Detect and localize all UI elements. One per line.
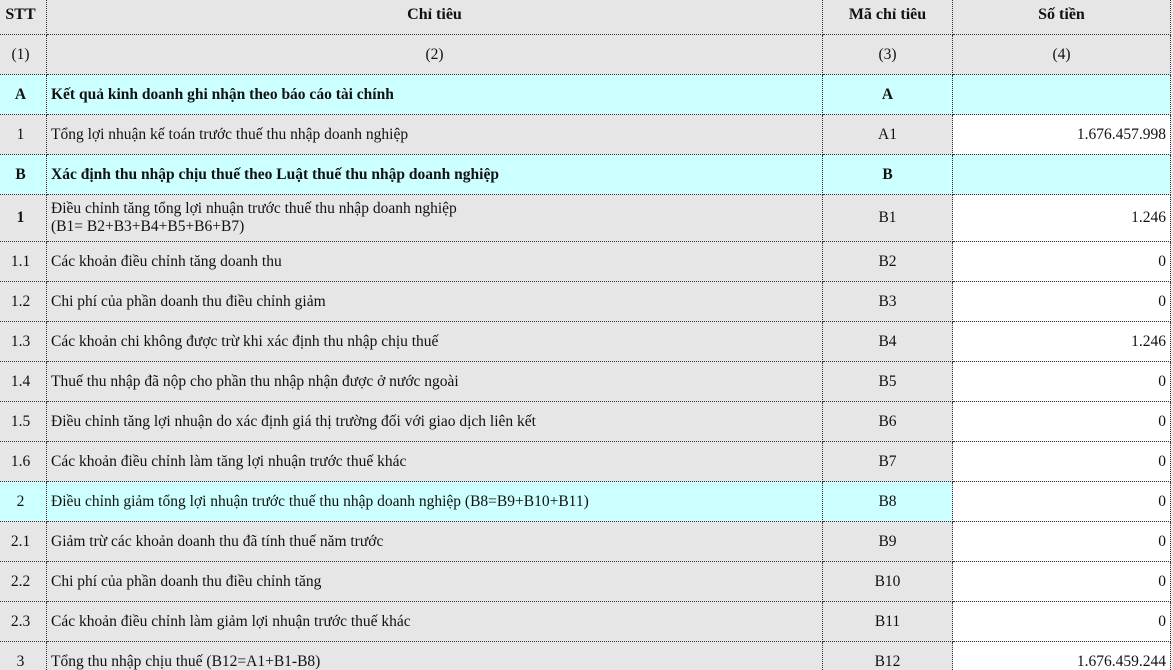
row-description: Chi phí của phần doanh thu điều chỉnh giảm bbox=[47, 282, 823, 322]
row-code: B5 bbox=[823, 362, 953, 402]
row-stt: 1 bbox=[0, 195, 47, 242]
header-description: Chỉ tiêu bbox=[47, 0, 823, 35]
row-description: Chi phí của phần doanh thu điều chỉnh tăng bbox=[47, 562, 823, 602]
row-stt: 1 bbox=[0, 115, 47, 155]
row-description-line1: Điều chỉnh tăng tổng lợi nhuận trước thuế thu nhập doanh nghiệp bbox=[51, 200, 457, 217]
row-code: B7 bbox=[823, 442, 953, 482]
row-stt: 1.1 bbox=[0, 242, 47, 282]
row-description: Các khoản chi không được trừ khi xác định thu nhập chịu thuế bbox=[47, 322, 823, 362]
row-description: Tổng thu nhập chịu thuế (B12=A1+B1-B8) bbox=[47, 642, 823, 670]
row-description: Tổng lợi nhuận kế toán trước thuế thu nhập doanh nghiệp bbox=[47, 115, 823, 155]
amount-input-b11[interactable]: 0 bbox=[953, 602, 1171, 642]
amount-input-b1[interactable]: 1.246 bbox=[953, 195, 1171, 242]
header-stt: STT bbox=[0, 0, 47, 35]
row-code: B6 bbox=[823, 402, 953, 442]
row-amount bbox=[953, 155, 1171, 195]
row-amount bbox=[953, 75, 1171, 115]
table-row-b12 bbox=[0, 642, 1171, 670]
row-stt: 1.2 bbox=[0, 282, 47, 322]
row-description: Các khoản điều chỉnh làm tăng lợi nhuận trước thuế khác bbox=[47, 442, 823, 482]
row-stt: 2.3 bbox=[0, 602, 47, 642]
amount-input-b4[interactable]: 1.246 bbox=[953, 322, 1171, 362]
row-code: B2 bbox=[823, 242, 953, 282]
table-row-b2 bbox=[0, 242, 1171, 282]
amount-input-b5[interactable]: 0 bbox=[953, 362, 1171, 402]
row-code: B11 bbox=[823, 602, 953, 642]
row-description: Các khoản điều chỉnh tăng doanh thu bbox=[47, 242, 823, 282]
row-code: A bbox=[823, 75, 953, 115]
row-stt: 1.5 bbox=[0, 402, 47, 442]
amount-input-b10[interactable]: 0 bbox=[953, 562, 1171, 602]
row-stt: 1.3 bbox=[0, 322, 47, 362]
row-stt: A bbox=[0, 75, 47, 115]
header-amount: Số tiền bbox=[953, 0, 1171, 35]
row-description-line2: (B1= B2+B3+B4+B5+B6+B7) bbox=[51, 218, 245, 235]
index-stt: (1) bbox=[0, 35, 47, 75]
row-code: B4 bbox=[823, 322, 953, 362]
index-amount: (4) bbox=[953, 35, 1171, 75]
row-description: Giảm trừ các khoản doanh thu đã tính thuế năm trước bbox=[47, 522, 823, 562]
table-row-b8 bbox=[0, 482, 1171, 522]
table-row-section-b bbox=[0, 155, 1171, 195]
amount-input-b7[interactable]: 0 bbox=[953, 442, 1171, 482]
table-row-section-a bbox=[0, 75, 1171, 115]
table-row-b11 bbox=[0, 602, 1171, 642]
row-description: Các khoản điều chỉnh làm giảm lợi nhuận trước thuế khác bbox=[47, 602, 823, 642]
row-stt: 3 bbox=[0, 642, 47, 670]
amount-input-b3[interactable]: 0 bbox=[953, 282, 1171, 322]
table-row-b3 bbox=[0, 282, 1171, 322]
table-row-b1 bbox=[0, 195, 1171, 242]
row-code: B8 bbox=[823, 482, 953, 522]
row-code: B bbox=[823, 155, 953, 195]
row-code: B9 bbox=[823, 522, 953, 562]
row-stt: 2.1 bbox=[0, 522, 47, 562]
table-row-b10 bbox=[0, 562, 1171, 602]
row-stt: 1.6 bbox=[0, 442, 47, 482]
row-code: A1 bbox=[823, 115, 953, 155]
table-row-b4 bbox=[0, 322, 1171, 362]
row-description: Thuế thu nhập đã nộp cho phần thu nhập nhận được ở nước ngoài bbox=[47, 362, 823, 402]
table-header-row bbox=[0, 0, 1171, 35]
index-description: (2) bbox=[47, 35, 823, 75]
index-code: (3) bbox=[823, 35, 953, 75]
table-row-b9 bbox=[0, 522, 1171, 562]
amount-input-b9[interactable]: 0 bbox=[953, 522, 1171, 562]
table-row-b7 bbox=[0, 442, 1171, 482]
amount-input-a1[interactable]: 1.676.457.998 bbox=[953, 115, 1171, 155]
amount-input-b12[interactable]: 1.676.459.244 bbox=[953, 642, 1171, 670]
amount-input-b2[interactable]: 0 bbox=[953, 242, 1171, 282]
row-stt: 2 bbox=[0, 482, 47, 522]
row-code: B10 bbox=[823, 562, 953, 602]
row-description: Xác định thu nhập chịu thuế theo Luật thuế thu nhập doanh nghiệp bbox=[47, 155, 823, 195]
row-code: B1 bbox=[823, 195, 953, 242]
row-description: Điều chỉnh tăng lợi nhuận do xác định giá thị trường đối với giao dịch liên kết bbox=[47, 402, 823, 442]
header-code: Mã chỉ tiêu bbox=[823, 0, 953, 35]
amount-input-b6[interactable]: 0 bbox=[953, 402, 1171, 442]
row-description: Điều chỉnh giảm tổng lợi nhuận trước thuế thu nhập doanh nghiệp (B8=B9+B10+B11) bbox=[47, 482, 823, 522]
row-stt: 1.4 bbox=[0, 362, 47, 402]
row-description: Kết quả kinh doanh ghi nhận theo báo cáo tài chính bbox=[47, 75, 823, 115]
amount-input-b8[interactable]: 0 bbox=[953, 482, 1171, 522]
table-row-b6 bbox=[0, 402, 1171, 442]
row-code: B12 bbox=[823, 642, 953, 670]
column-index-row bbox=[0, 35, 1171, 75]
row-stt: 2.2 bbox=[0, 562, 47, 602]
table-row-a1 bbox=[0, 115, 1171, 155]
row-code: B3 bbox=[823, 282, 953, 322]
row-description bbox=[47, 195, 823, 242]
table-row-b5 bbox=[0, 362, 1171, 402]
row-stt: B bbox=[0, 155, 47, 195]
